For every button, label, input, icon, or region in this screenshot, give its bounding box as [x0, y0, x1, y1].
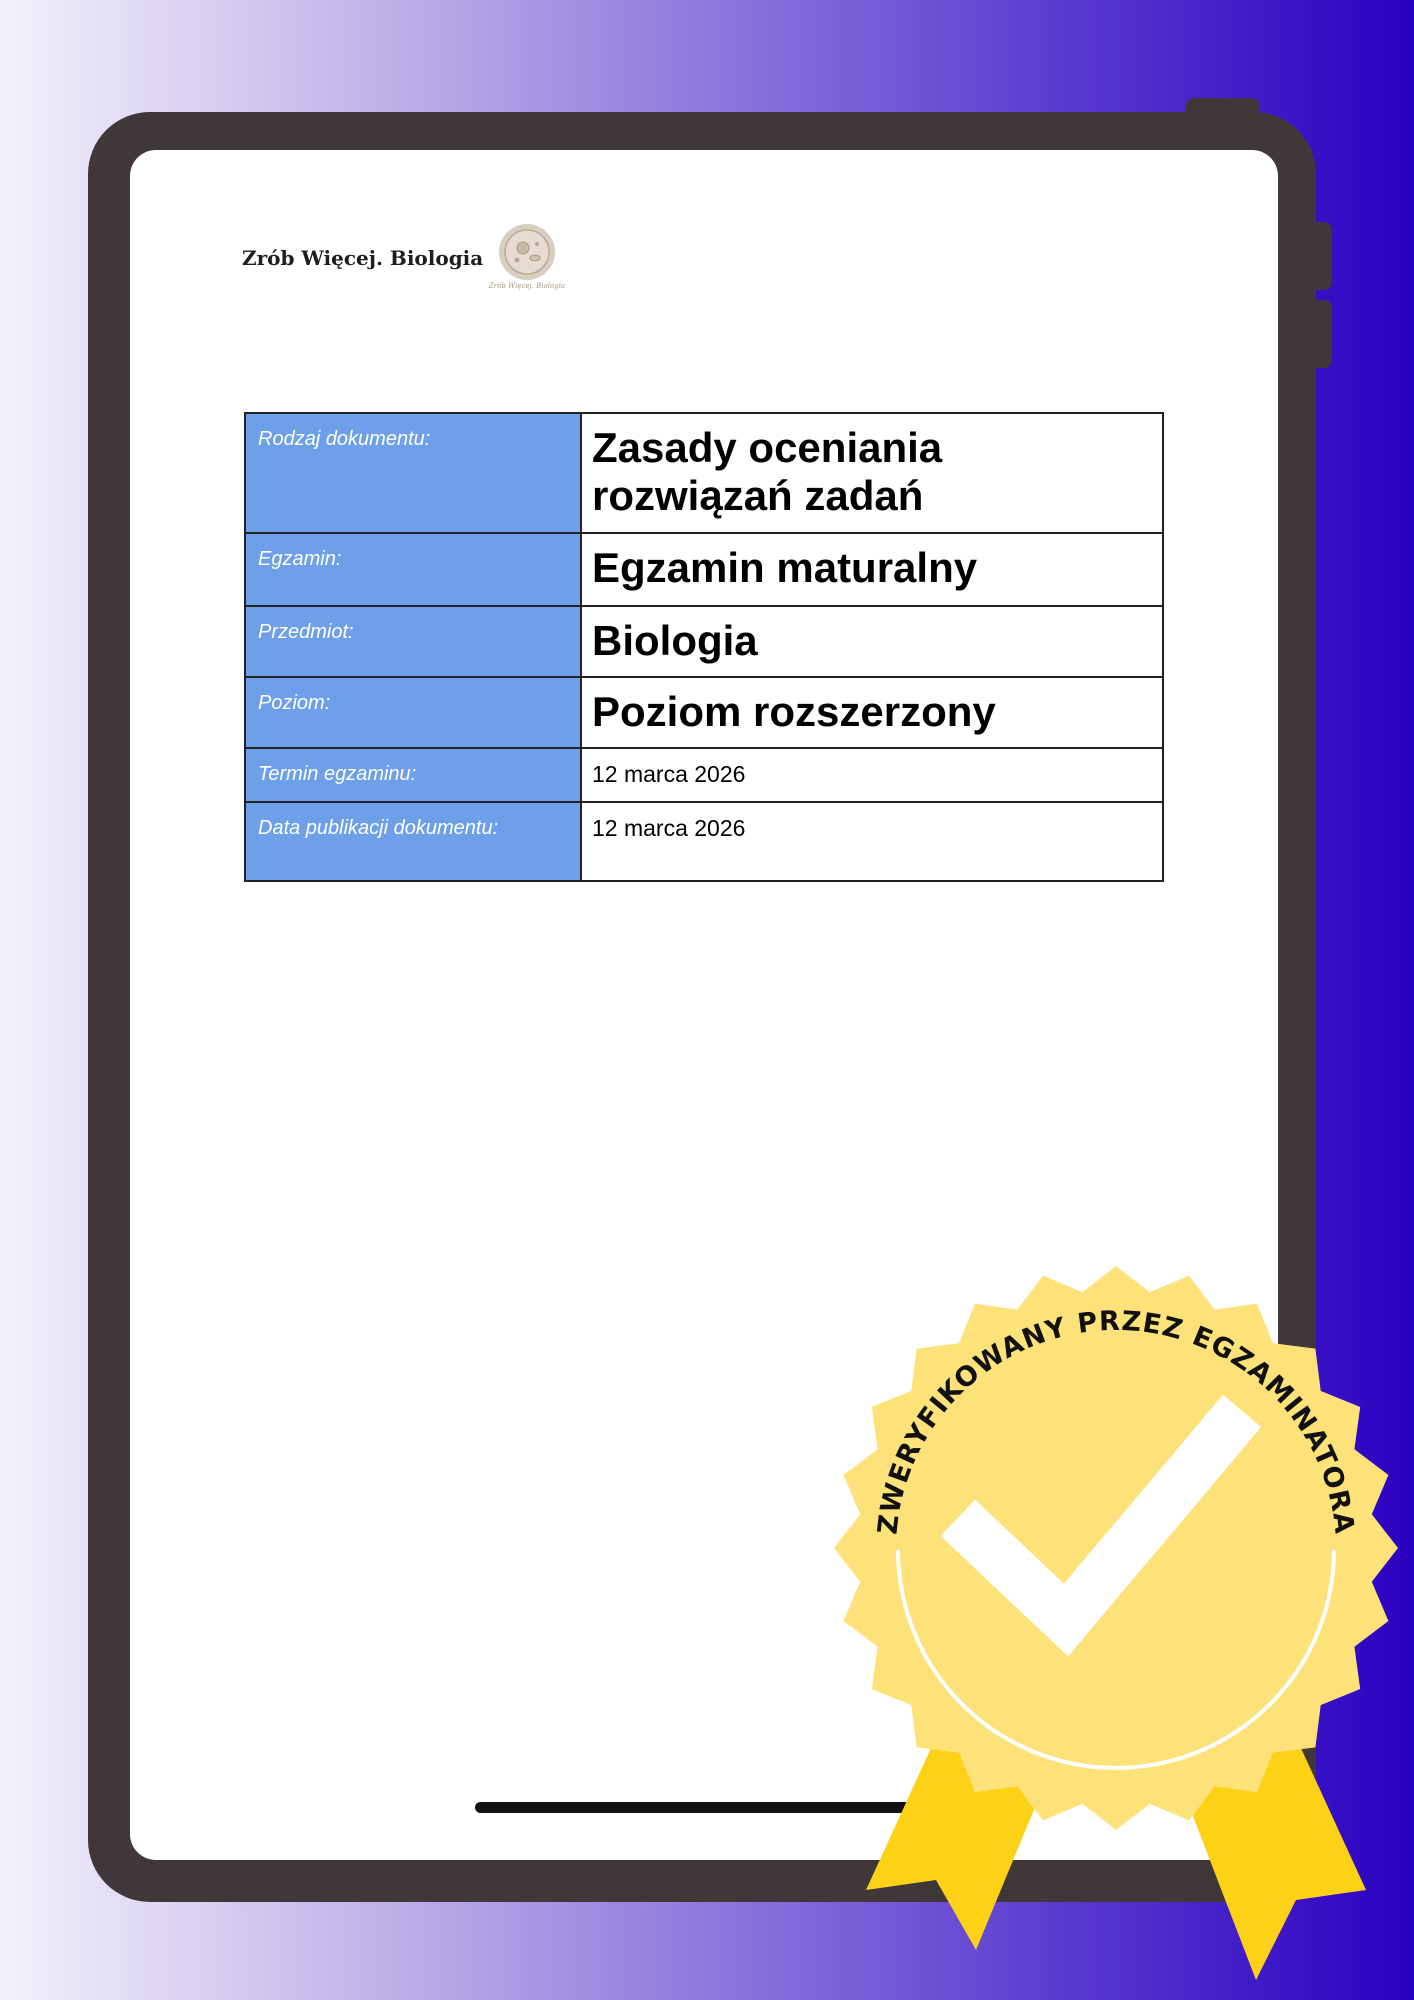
badge-text: ZWERYFIKOWANY PRZEZ EGZAMINATORA [872, 1305, 1360, 1536]
row-label: Termin egzaminu: [245, 748, 581, 802]
exam-value: Egzamin maturalny [581, 533, 1163, 606]
document-info-table [244, 412, 1164, 882]
cell-illustration-icon [487, 218, 567, 298]
row-label: Egzamin: [245, 533, 581, 606]
row-label: Rodzaj dokumentu: [245, 413, 581, 533]
publication-date-value: 12 marca 2026 [581, 802, 1163, 881]
brand-name: Zrób Więcej. Biologia [242, 246, 484, 270]
row-label: Poziom: [245, 677, 581, 748]
table-row [245, 533, 1163, 606]
row-label: Data publikacji dokumentu: [245, 802, 581, 881]
table-row [245, 802, 1163, 881]
table-row [245, 413, 1163, 533]
document-type-value: Zasady oceniania rozwiązań zadań [581, 413, 1163, 533]
verified-badge [826, 1250, 1406, 1990]
subject-value: Biologia [581, 606, 1163, 677]
svg-text:Zrób Więcej. Biologia: Zrób Więcej. Biologia [489, 282, 566, 290]
brand-header [242, 218, 567, 298]
row-label: Przedmiot: [245, 606, 581, 677]
level-value: Poziom rozszerzony [581, 677, 1163, 748]
exam-date-value: 12 marca 2026 [581, 748, 1163, 802]
table-row [245, 606, 1163, 677]
table-row [245, 677, 1163, 748]
table-row [245, 748, 1163, 802]
